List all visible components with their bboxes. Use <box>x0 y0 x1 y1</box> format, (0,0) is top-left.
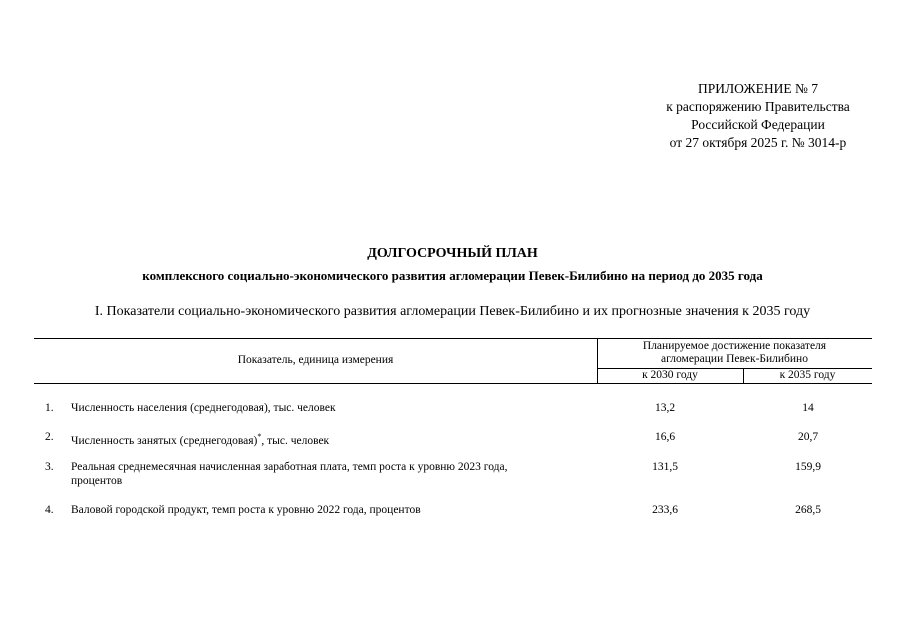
appendix-block <box>560 80 905 152</box>
header-2035: к 2035 году <box>779 369 836 381</box>
row-number: 1. <box>45 402 54 414</box>
row-value-2035: 268,5 <box>795 504 821 516</box>
appendix-date: от 27 октября 2025 г. № 3014-р <box>669 135 847 150</box>
table-top-rule <box>34 338 872 339</box>
row-value-2035: 20,7 <box>797 431 819 443</box>
header-2030: к 2030 году <box>642 369 698 381</box>
row-indicator <box>71 430 581 448</box>
row-value-2035: 14 <box>802 402 814 414</box>
header-planned-line1: Планируемое достижение показателя <box>642 340 827 352</box>
header-planned-line2: агломерации Певек-Билибино <box>661 353 808 365</box>
row-value-2030: 13,2 <box>654 402 676 414</box>
row-number: 4. <box>45 504 54 516</box>
row-indicator: Валовой городской продукт, темп роста к уровню 2022 года, процентов <box>71 504 421 516</box>
footnote-marker: * <box>257 432 262 441</box>
row-number: 3. <box>45 461 54 473</box>
document-subtitle: комплексного социально-экономического развития агломерации Певек-Билибино на период до 2035 года <box>142 268 763 283</box>
row-indicator-line2: процентов <box>71 475 123 487</box>
row-value-2035: 159,9 <box>795 461 821 473</box>
appendix-authority: Российской Федерации <box>691 117 825 132</box>
document-title: ДОЛГОСРОЧНЫЙ ПЛАН <box>367 246 538 261</box>
table-header-bottom-rule <box>34 383 872 384</box>
appendix-number: ПРИЛОЖЕНИЕ № 7 <box>697 81 819 96</box>
header-indicator: Показатель, единица измерения <box>237 354 394 366</box>
row-value-2030: 233,6 <box>652 504 678 516</box>
row-indicator-main: Численность занятых (среднегодовая) <box>71 434 258 447</box>
row-indicator-line1: Реальная среднемесячная начисленная заработная плата, темп роста к уровню 2023 года, <box>71 461 508 473</box>
row-number: 2. <box>45 431 54 443</box>
row-indicator-unit: , тыс. человек <box>261 434 330 447</box>
appendix-order-ref: к распоряжению Правительства <box>666 99 850 114</box>
section-heading: I. Показатели социально-экономического развития агломерации Певек-Билибино и их прогнозные значения к 2035 году <box>94 304 811 319</box>
row-value-2030: 16,6 <box>654 431 676 443</box>
row-indicator: Численность населения (среднегодовая), тыс. человек <box>71 402 336 414</box>
row-value-2030: 131,5 <box>652 461 678 473</box>
